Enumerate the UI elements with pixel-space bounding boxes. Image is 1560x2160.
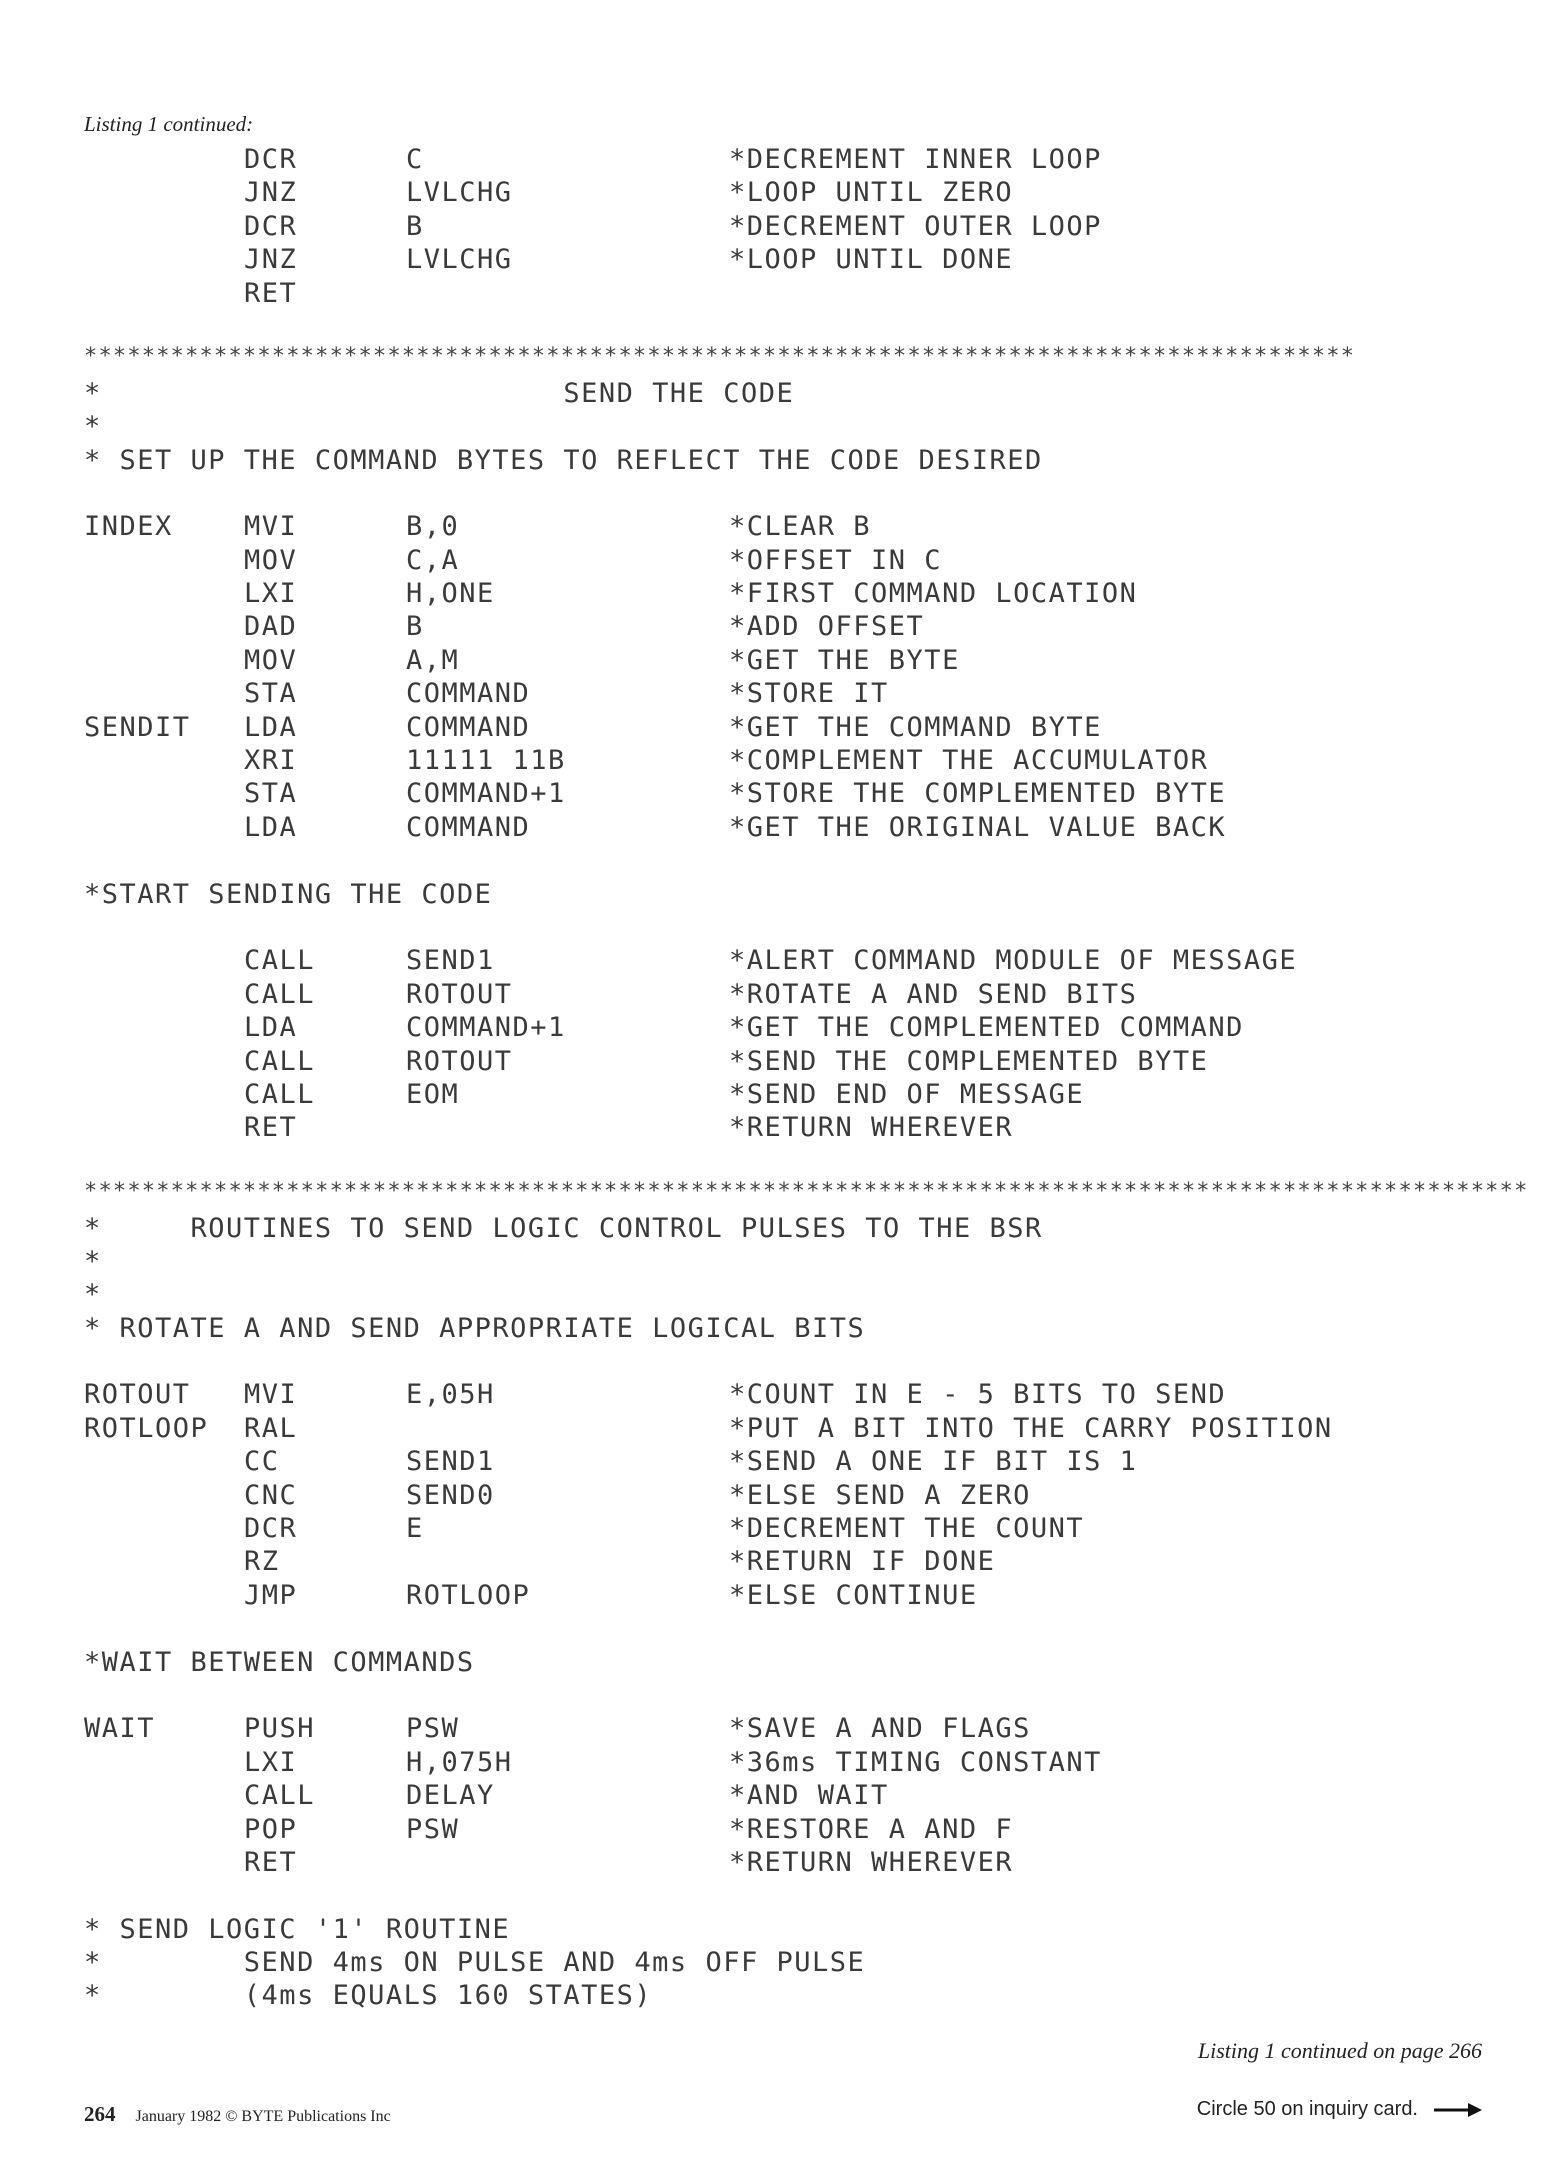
comment-line xyxy=(84,1279,1504,1312)
comment-text: * xyxy=(84,1279,102,1311)
blank-line xyxy=(84,912,1504,945)
code-comment: *GET THE BYTE xyxy=(729,644,960,676)
code-opcode: RET xyxy=(244,1112,298,1144)
comment-text: * ROUTINES TO SEND LOGIC CONTROL PULSES TO THE BSR xyxy=(84,1212,1043,1244)
code-opcode: JNZ xyxy=(244,244,298,276)
code-opcode: RET xyxy=(244,277,298,309)
code-comment: *ELSE SEND A ZERO xyxy=(729,1479,1031,1511)
code-operand: EOM xyxy=(406,1078,460,1110)
code-operand: SEND0 xyxy=(406,1479,495,1511)
code-operand: SEND1 xyxy=(406,1446,495,1478)
code-line xyxy=(84,645,1504,678)
code-opcode: DCR xyxy=(244,1513,298,1545)
code-opcode: CALL xyxy=(244,1045,316,1077)
code-line xyxy=(84,945,1504,978)
code-comment: *DECREMENT OUTER LOOP xyxy=(729,210,1102,242)
comment-line xyxy=(84,411,1504,444)
blank-line xyxy=(84,1146,1504,1179)
comment-line xyxy=(84,1313,1504,1346)
comment-text: * (4ms EQUALS 160 STATES) xyxy=(84,1980,653,2012)
code-line xyxy=(84,177,1504,210)
comment-text: * SEND 4ms ON PULSE AND 4ms OFF PULSE xyxy=(84,1947,866,1979)
code-operand: ROTLOOP xyxy=(406,1579,531,1611)
code-comment: *SEND END OF MESSAGE xyxy=(729,1078,1085,1110)
comment-text: * SEND THE CODE xyxy=(84,377,795,409)
code-line xyxy=(84,1379,1504,1412)
code-line xyxy=(84,611,1504,644)
code-comment: *RESTORE A AND F xyxy=(729,1813,1014,1845)
comment-text: * SET UP THE COMMAND BYTES TO REFLECT THE CODE DESIRED xyxy=(84,444,1043,476)
code-opcode: XRI xyxy=(244,745,298,777)
comment-text: * ROTATE A AND SEND APPROPRIATE LOGICAL BITS xyxy=(84,1312,866,1344)
code-operand: LVLCHG xyxy=(406,244,513,276)
comment-line xyxy=(84,445,1504,478)
code-comment: *STORE IT xyxy=(729,678,889,710)
code-line xyxy=(84,1580,1504,1613)
code-operand: ROTOUT xyxy=(406,1045,513,1077)
blank-line xyxy=(84,845,1504,878)
code-line xyxy=(84,278,1504,311)
comment-text: * xyxy=(84,1245,102,1277)
code-opcode: JNZ xyxy=(244,177,298,209)
code-opcode: CNC xyxy=(244,1479,298,1511)
code-line xyxy=(84,1413,1504,1446)
code-comment: *OFFSET IN C xyxy=(729,544,943,576)
code-opcode: JMP xyxy=(244,1579,298,1611)
blank-line xyxy=(84,1613,1504,1646)
code-line xyxy=(84,712,1504,745)
comment-line xyxy=(84,1213,1504,1246)
comment-line xyxy=(84,378,1504,411)
comment-line xyxy=(84,1914,1504,1947)
page-footer xyxy=(84,2102,391,2127)
comment-line xyxy=(84,1647,1504,1680)
code-line xyxy=(84,1814,1504,1847)
code-operand: COMMAND+1 xyxy=(406,1012,566,1044)
comment-text: * SEND LOGIC '1' ROUTINE xyxy=(84,1913,511,1945)
blank-line xyxy=(84,478,1504,511)
code-opcode: PUSH xyxy=(244,1713,316,1745)
code-line xyxy=(84,1079,1504,1112)
code-line xyxy=(84,1513,1504,1546)
code-line xyxy=(84,144,1504,177)
code-operand: E,05H xyxy=(406,1379,495,1411)
code-line xyxy=(84,511,1504,544)
code-comment: *RETURN IF DONE xyxy=(729,1546,996,1578)
code-opcode: LDA xyxy=(244,711,298,743)
code-opcode: LXI xyxy=(244,1746,298,1778)
code-line xyxy=(84,1780,1504,1813)
listing-caption: Listing 1 continued: xyxy=(84,112,254,136)
code-comment: *SEND THE COMPLEMENTED BYTE xyxy=(729,1045,1209,1077)
separator-stars: **************************************************************************************** xyxy=(84,344,1356,370)
blank-line xyxy=(84,311,1504,344)
code-comment: *SAVE A AND FLAGS xyxy=(729,1713,1031,1745)
code-operand: H,075H xyxy=(406,1746,513,1778)
code-operand: PSW xyxy=(406,1713,460,1745)
code-comment: *AND WAIT xyxy=(729,1780,889,1812)
code-opcode: CALL xyxy=(244,1078,316,1110)
separator-line xyxy=(84,1179,1529,1212)
code-operand: B xyxy=(406,611,424,643)
code-opcode: CALL xyxy=(244,1780,316,1812)
code-opcode: LDA xyxy=(244,811,298,843)
code-comment: *ADD OFFSET xyxy=(729,611,925,643)
code-opcode: RET xyxy=(244,1846,298,1878)
code-operand: E xyxy=(406,1513,424,1545)
code-operand: PSW xyxy=(406,1813,460,1845)
code-line xyxy=(84,812,1504,845)
comment-line xyxy=(84,1246,1504,1279)
code-line xyxy=(84,578,1504,611)
code-line xyxy=(84,1012,1504,1045)
comment-text: * xyxy=(84,411,102,443)
code-opcode: LXI xyxy=(244,578,298,610)
code-line xyxy=(84,745,1504,778)
code-opcode: CALL xyxy=(244,945,316,977)
code-opcode: DCR xyxy=(244,144,298,175)
comment-text: *WAIT BETWEEN COMMANDS xyxy=(84,1646,475,1678)
comment-line xyxy=(84,1980,1504,2013)
code-opcode: POP xyxy=(244,1813,298,1845)
code-operand: LVLCHG xyxy=(406,177,513,209)
code-operand: C,A xyxy=(406,544,460,576)
code-opcode: RAL xyxy=(244,1412,298,1444)
comment-line xyxy=(84,1947,1504,1980)
code-opcode: DCR xyxy=(244,210,298,242)
code-opcode: DAD xyxy=(244,611,298,643)
code-label: WAIT xyxy=(84,1713,156,1745)
code-comment: *DECREMENT THE COUNT xyxy=(729,1513,1085,1545)
separator-stars: **************************************************************************************************** xyxy=(84,1179,1529,1205)
code-line xyxy=(84,1480,1504,1513)
code-comment: *CLEAR B xyxy=(729,511,872,543)
code-opcode: LDA xyxy=(244,1012,298,1044)
code-comment: *DECREMENT INNER LOOP xyxy=(729,144,1102,175)
code-opcode: CALL xyxy=(244,978,316,1010)
code-operand: H,ONE xyxy=(406,578,495,610)
code-line xyxy=(84,778,1504,811)
publication-line: January 1982 © BYTE Publications Inc xyxy=(135,2108,391,2125)
code-line xyxy=(84,244,1504,277)
code-comment: *ROTATE A AND SEND BITS xyxy=(729,978,1138,1010)
code-comment: *GET THE COMPLEMENTED COMMAND xyxy=(729,1012,1244,1044)
comment-line xyxy=(84,879,1504,912)
code-line xyxy=(84,211,1504,244)
code-opcode: MVI xyxy=(244,1379,298,1411)
code-comment: *ALERT COMMAND MODULE OF MESSAGE xyxy=(729,945,1298,977)
code-listing xyxy=(84,144,1529,2014)
code-comment: *GET THE COMMAND BYTE xyxy=(729,711,1102,743)
code-operand: DELAY xyxy=(406,1780,495,1812)
code-comment: *SEND A ONE IF BIT IS 1 xyxy=(729,1446,1138,1478)
code-operand: SEND1 xyxy=(406,945,495,977)
page-number: 264 xyxy=(84,2102,116,2126)
code-line xyxy=(84,1747,1504,1780)
code-comment: *GET THE ORIGINAL VALUE BACK xyxy=(729,811,1227,843)
code-comment: *PUT A BIT INTO THE CARRY POSITION xyxy=(729,1412,1333,1444)
listing-continued-note: Listing 1 continued on page 266 xyxy=(1197,2038,1482,2063)
code-line xyxy=(84,979,1504,1012)
blank-line xyxy=(84,1680,1504,1713)
code-operand: C xyxy=(406,144,424,175)
code-line xyxy=(84,1046,1504,1079)
inquiry-text: Circle 50 on inquiry card. xyxy=(1196,2098,1418,2120)
code-label: SENDIT xyxy=(84,711,191,743)
code-operand: B xyxy=(406,210,424,242)
code-operand: COMMAND xyxy=(406,711,531,743)
code-opcode: RZ xyxy=(244,1546,280,1578)
code-operand: 11111 11B xyxy=(406,745,566,777)
code-comment: *LOOP UNTIL ZERO xyxy=(729,177,1014,209)
code-operand: COMMAND xyxy=(406,678,531,710)
code-comment: *LOOP UNTIL DONE xyxy=(729,244,1014,276)
code-opcode: STA xyxy=(244,778,298,810)
code-opcode: STA xyxy=(244,678,298,710)
code-operand: COMMAND+1 xyxy=(406,778,566,810)
inquiry-note xyxy=(1197,2098,1482,2121)
code-opcode: MOV xyxy=(244,544,298,576)
code-opcode: CC xyxy=(244,1446,280,1478)
code-comment: *COMPLEMENT THE ACCUMULATOR xyxy=(729,745,1209,777)
code-line xyxy=(84,678,1504,711)
blank-line xyxy=(84,1346,1504,1379)
code-operand: B,0 xyxy=(406,511,460,543)
code-comment: *RETURN WHEREVER xyxy=(729,1112,1014,1144)
code-comment: *STORE THE COMPLEMENTED BYTE xyxy=(729,778,1227,810)
code-comment: *FIRST COMMAND LOCATION xyxy=(729,578,1138,610)
code-comment: *RETURN WHEREVER xyxy=(729,1846,1014,1878)
code-line xyxy=(84,1446,1504,1479)
code-line xyxy=(84,1847,1504,1880)
right-arrow-icon xyxy=(1434,2102,1482,2118)
code-line xyxy=(84,1112,1504,1145)
code-comment: *36ms TIMING CONSTANT xyxy=(729,1746,1102,1778)
blank-line xyxy=(84,1880,1504,1913)
comment-text: *START SENDING THE CODE xyxy=(84,878,493,910)
code-operand: COMMAND xyxy=(406,811,531,843)
code-opcode: MOV xyxy=(244,644,298,676)
code-label: INDEX xyxy=(84,511,173,543)
code-line xyxy=(84,545,1504,578)
code-line xyxy=(84,1546,1504,1579)
code-label: ROTLOOP xyxy=(84,1412,209,1444)
code-line xyxy=(84,1713,1504,1746)
code-label: ROTOUT xyxy=(84,1379,191,1411)
code-operand: A,M xyxy=(406,644,460,676)
code-comment: *ELSE CONTINUE xyxy=(729,1579,978,1611)
code-comment: *COUNT IN E - 5 BITS TO SEND xyxy=(729,1379,1227,1411)
code-operand: ROTOUT xyxy=(406,978,513,1010)
code-opcode: MVI xyxy=(244,511,298,543)
separator-line xyxy=(84,344,1504,377)
